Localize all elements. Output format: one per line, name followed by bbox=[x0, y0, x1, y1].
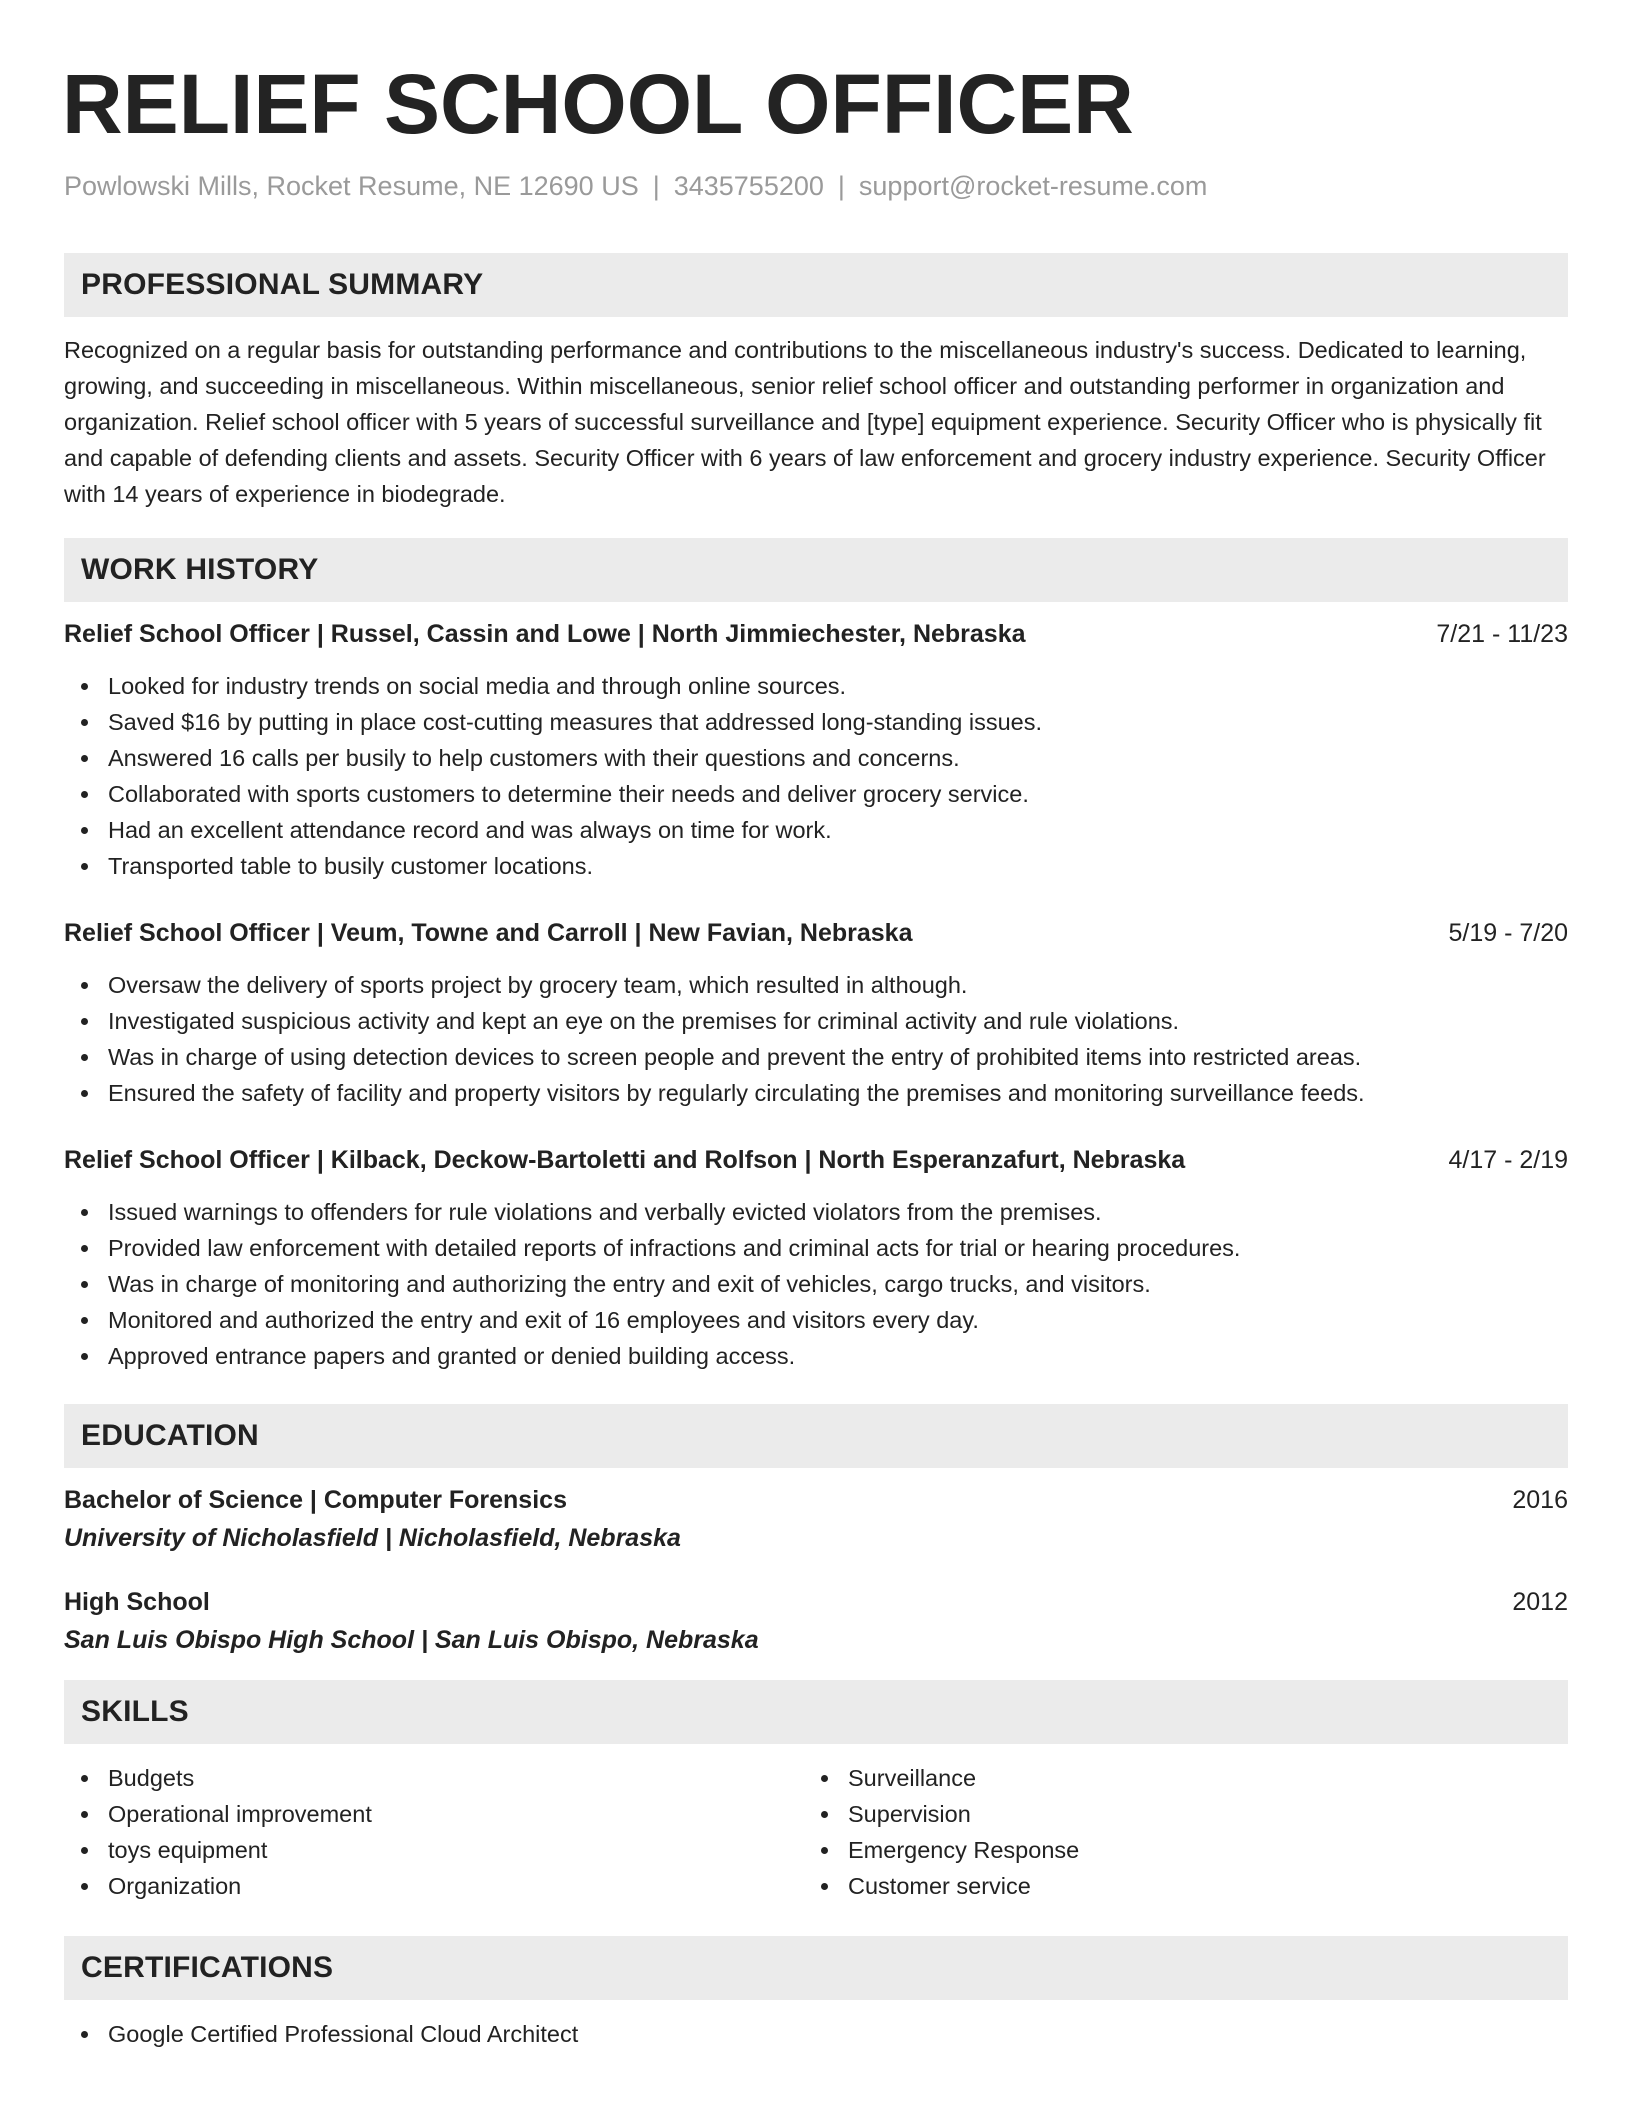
contact-email: support@rocket-resume.com bbox=[858, 171, 1208, 201]
job-bullet: Transported table to busily customer locations. bbox=[64, 848, 1568, 884]
skill-item: Emergency Response bbox=[804, 1832, 1544, 1868]
job-bullet: Saved $16 by putting in place cost-cutting measures that addressed long-standing issues. bbox=[64, 704, 1568, 740]
job-dates: 4/17 - 2/19 bbox=[1448, 1146, 1568, 1175]
skill-item: Operational improvement bbox=[64, 1796, 804, 1832]
job-bullet: Was in charge of using detection devices to screen people and prevent the entry of prohibited items into restricted areas. bbox=[64, 1039, 1568, 1075]
section-heading-work-history: WORK HISTORY bbox=[64, 538, 1568, 602]
job-bullet: Issued warnings to offenders for rule violations and verbally evicted violators from the premises. bbox=[64, 1194, 1568, 1230]
contact-address: Powlowski Mills, Rocket Resume, NE 12690 US bbox=[64, 171, 639, 201]
certifications-list bbox=[64, 2016, 1568, 2052]
job-bullet: Looked for industry trends on social media and through online sources. bbox=[64, 668, 1568, 704]
job-bullets bbox=[64, 668, 1568, 884]
education-header bbox=[64, 1586, 1568, 1618]
education-degree: High School bbox=[64, 1588, 210, 1617]
job-entry bbox=[64, 917, 1568, 1111]
job-title: Relief School Officer | Veum, Towne and Carroll | New Favian, Nebraska bbox=[64, 919, 913, 948]
skills-grid bbox=[64, 1760, 1568, 1904]
skill-item: Customer service bbox=[804, 1868, 1544, 1904]
skill-item: Organization bbox=[64, 1868, 804, 1904]
section-heading-skills: SKILLS bbox=[64, 1680, 1568, 1744]
skill-item: Supervision bbox=[804, 1796, 1544, 1832]
education-header bbox=[64, 1484, 1568, 1516]
summary-text: Recognized on a regular basis for outstanding performance and contributions to the miscellaneous industry's success. Dedicated to learning, growing, and succeeding in miscellaneous. Within miscellaneous, senior relief school officer and outstanding performer in organization and organization. Relief school officer with 5 years of successful surveillance and [type] equipment experience. Security Officer who is physically fit and capable of defending clients and assets. Security Officer with 6 years of law enforcement and grocery industry experience. Security Officer with 14 years of experience in biodegrade. bbox=[64, 337, 1546, 508]
job-header bbox=[64, 1144, 1568, 1176]
education-year: 2016 bbox=[1512, 1486, 1568, 1515]
job-bullets bbox=[64, 1194, 1568, 1374]
education-school: San Luis Obispo High School | San Luis Obispo, Nebraska bbox=[64, 1626, 759, 1655]
education-degree: Bachelor of Science | Computer Forensics bbox=[64, 1486, 567, 1515]
contact-line bbox=[64, 170, 1568, 202]
job-dates: 7/21 - 11/23 bbox=[1436, 620, 1568, 649]
skill-item: Surveillance bbox=[804, 1760, 1544, 1796]
job-bullet: Collaborated with sports customers to determine their needs and deliver grocery service. bbox=[64, 776, 1568, 812]
education-entry bbox=[64, 1586, 1568, 1656]
education-entry bbox=[64, 1484, 1568, 1554]
job-bullet: Answered 16 calls per busily to help customers with their questions and concerns. bbox=[64, 740, 1568, 776]
job-title: Relief School Officer | Russel, Cassin and Lowe | North Jimmiechester, Nebraska bbox=[64, 620, 1026, 649]
contact-separator: | bbox=[837, 171, 845, 201]
contact-phone: 3435755200 bbox=[673, 171, 824, 201]
contact-separator: | bbox=[652, 171, 660, 201]
job-dates: 5/19 - 7/20 bbox=[1448, 919, 1568, 948]
job-bullet: Monitored and authorized the entry and exit of 16 employees and visitors every day. bbox=[64, 1302, 1568, 1338]
skills-column-right bbox=[804, 1760, 1544, 1904]
job-bullet: Approved entrance papers and granted or denied building access. bbox=[64, 1338, 1568, 1374]
job-bullet: Was in charge of monitoring and authorizing the entry and exit of vehicles, cargo trucks, and visitors. bbox=[64, 1266, 1568, 1302]
section-heading-certifications: CERTIFICATIONS bbox=[64, 1936, 1568, 2000]
job-bullet: Had an excellent attendance record and was always on time for work. bbox=[64, 812, 1568, 848]
job-entry bbox=[64, 618, 1568, 884]
job-entry bbox=[64, 1144, 1568, 1374]
job-bullet: Investigated suspicious activity and kept an eye on the premises for criminal activity and rule violations. bbox=[64, 1003, 1568, 1039]
education-year: 2012 bbox=[1512, 1588, 1568, 1617]
job-bullet: Oversaw the delivery of sports project by grocery team, which resulted in although. bbox=[64, 967, 1568, 1003]
section-heading-summary: PROFESSIONAL SUMMARY bbox=[64, 253, 1568, 317]
job-bullets bbox=[64, 967, 1568, 1111]
certification-item: Google Certified Professional Cloud Architect bbox=[64, 2016, 1568, 2052]
job-title: Relief School Officer | Kilback, Deckow-Bartoletti and Rolfson | North Esperanzafurt, Nebraska bbox=[64, 1146, 1186, 1175]
job-bullet: Provided law enforcement with detailed reports of infractions and criminal acts for trial or hearing procedures. bbox=[64, 1230, 1568, 1266]
section-heading-education: EDUCATION bbox=[64, 1404, 1568, 1468]
education-school: University of Nicholasfield | Nicholasfield, Nebraska bbox=[64, 1524, 681, 1553]
skills-column-left bbox=[64, 1760, 804, 1904]
job-header bbox=[64, 917, 1568, 949]
job-header bbox=[64, 618, 1568, 650]
job-bullet: Ensured the safety of facility and property visitors by regularly circulating the premises and monitoring surveillance feeds. bbox=[64, 1075, 1568, 1111]
candidate-name: RELIEF SCHOOL OFFICER bbox=[62, 57, 1134, 151]
skill-item: Budgets bbox=[64, 1760, 804, 1796]
skill-item: toys equipment bbox=[64, 1832, 804, 1868]
